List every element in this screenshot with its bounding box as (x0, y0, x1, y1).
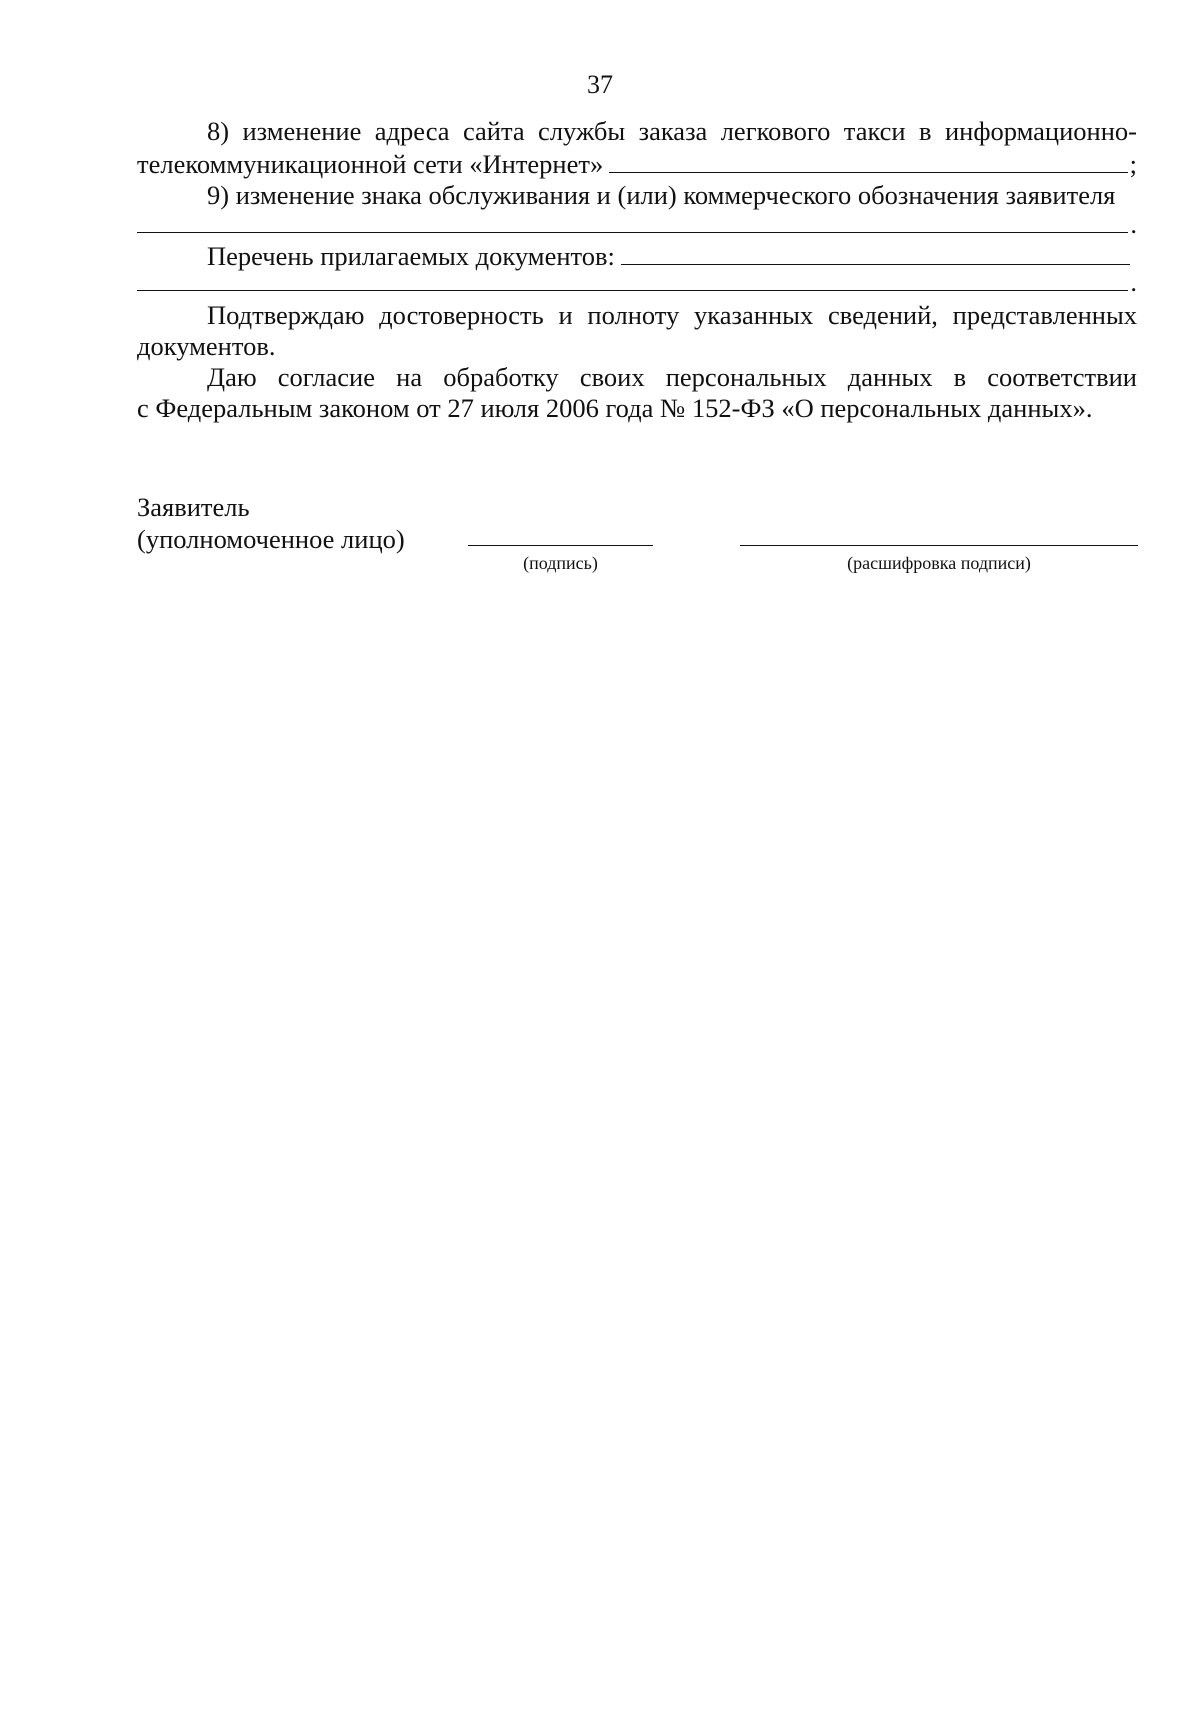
item9-end: . (1130, 209, 1137, 239)
item9-line1: 9) изменение знака обслуживания и (или) коммерческого обозначения заявителя (207, 180, 1116, 210)
attachments-line2 (137, 266, 1137, 298)
item8-line2-text: телекоммуникационной сети «Интернет» (137, 149, 604, 179)
consent-line1: Даю согласие на обработку своих персональных данных в соответствии (207, 362, 1137, 392)
attachments-label: Перечень прилагаемых документов: (207, 241, 615, 271)
signature-decoding-caption: (расшифровка подписи) (847, 553, 1031, 573)
authorized-person-label: (уполномоченное лицо) (137, 524, 405, 554)
item8-end: ; (1129, 149, 1137, 179)
item8-line1: 8) изменение адреса сайта службы заказа легкового такси в информационно- (207, 116, 1137, 146)
signature-caption: (подпись) (523, 553, 598, 573)
confirm-line2: документов. (137, 331, 276, 361)
signature-field[interactable] (468, 543, 653, 546)
item9-line2 (137, 208, 1137, 240)
applicant-label: Заявитель (137, 492, 250, 522)
item9-fill-field[interactable] (137, 212, 1128, 233)
consent-line2: с Федеральным законом от 27 июля 2006 года № 152-ФЗ «О персональных данных». (137, 393, 1093, 423)
attachments-fill-field-2[interactable] (137, 270, 1128, 291)
item8-fill-field[interactable] (609, 152, 1127, 173)
attachments-fill-field-1[interactable] (621, 244, 1130, 265)
item8-line2 (137, 148, 1137, 180)
page-number: 37 (587, 70, 613, 99)
attachments-end: . (1130, 267, 1137, 297)
confirm-line1: Подтверждаю достоверность и полноту указанных сведений, представленных (207, 300, 1137, 330)
signature-decoding-field[interactable] (740, 543, 1138, 546)
